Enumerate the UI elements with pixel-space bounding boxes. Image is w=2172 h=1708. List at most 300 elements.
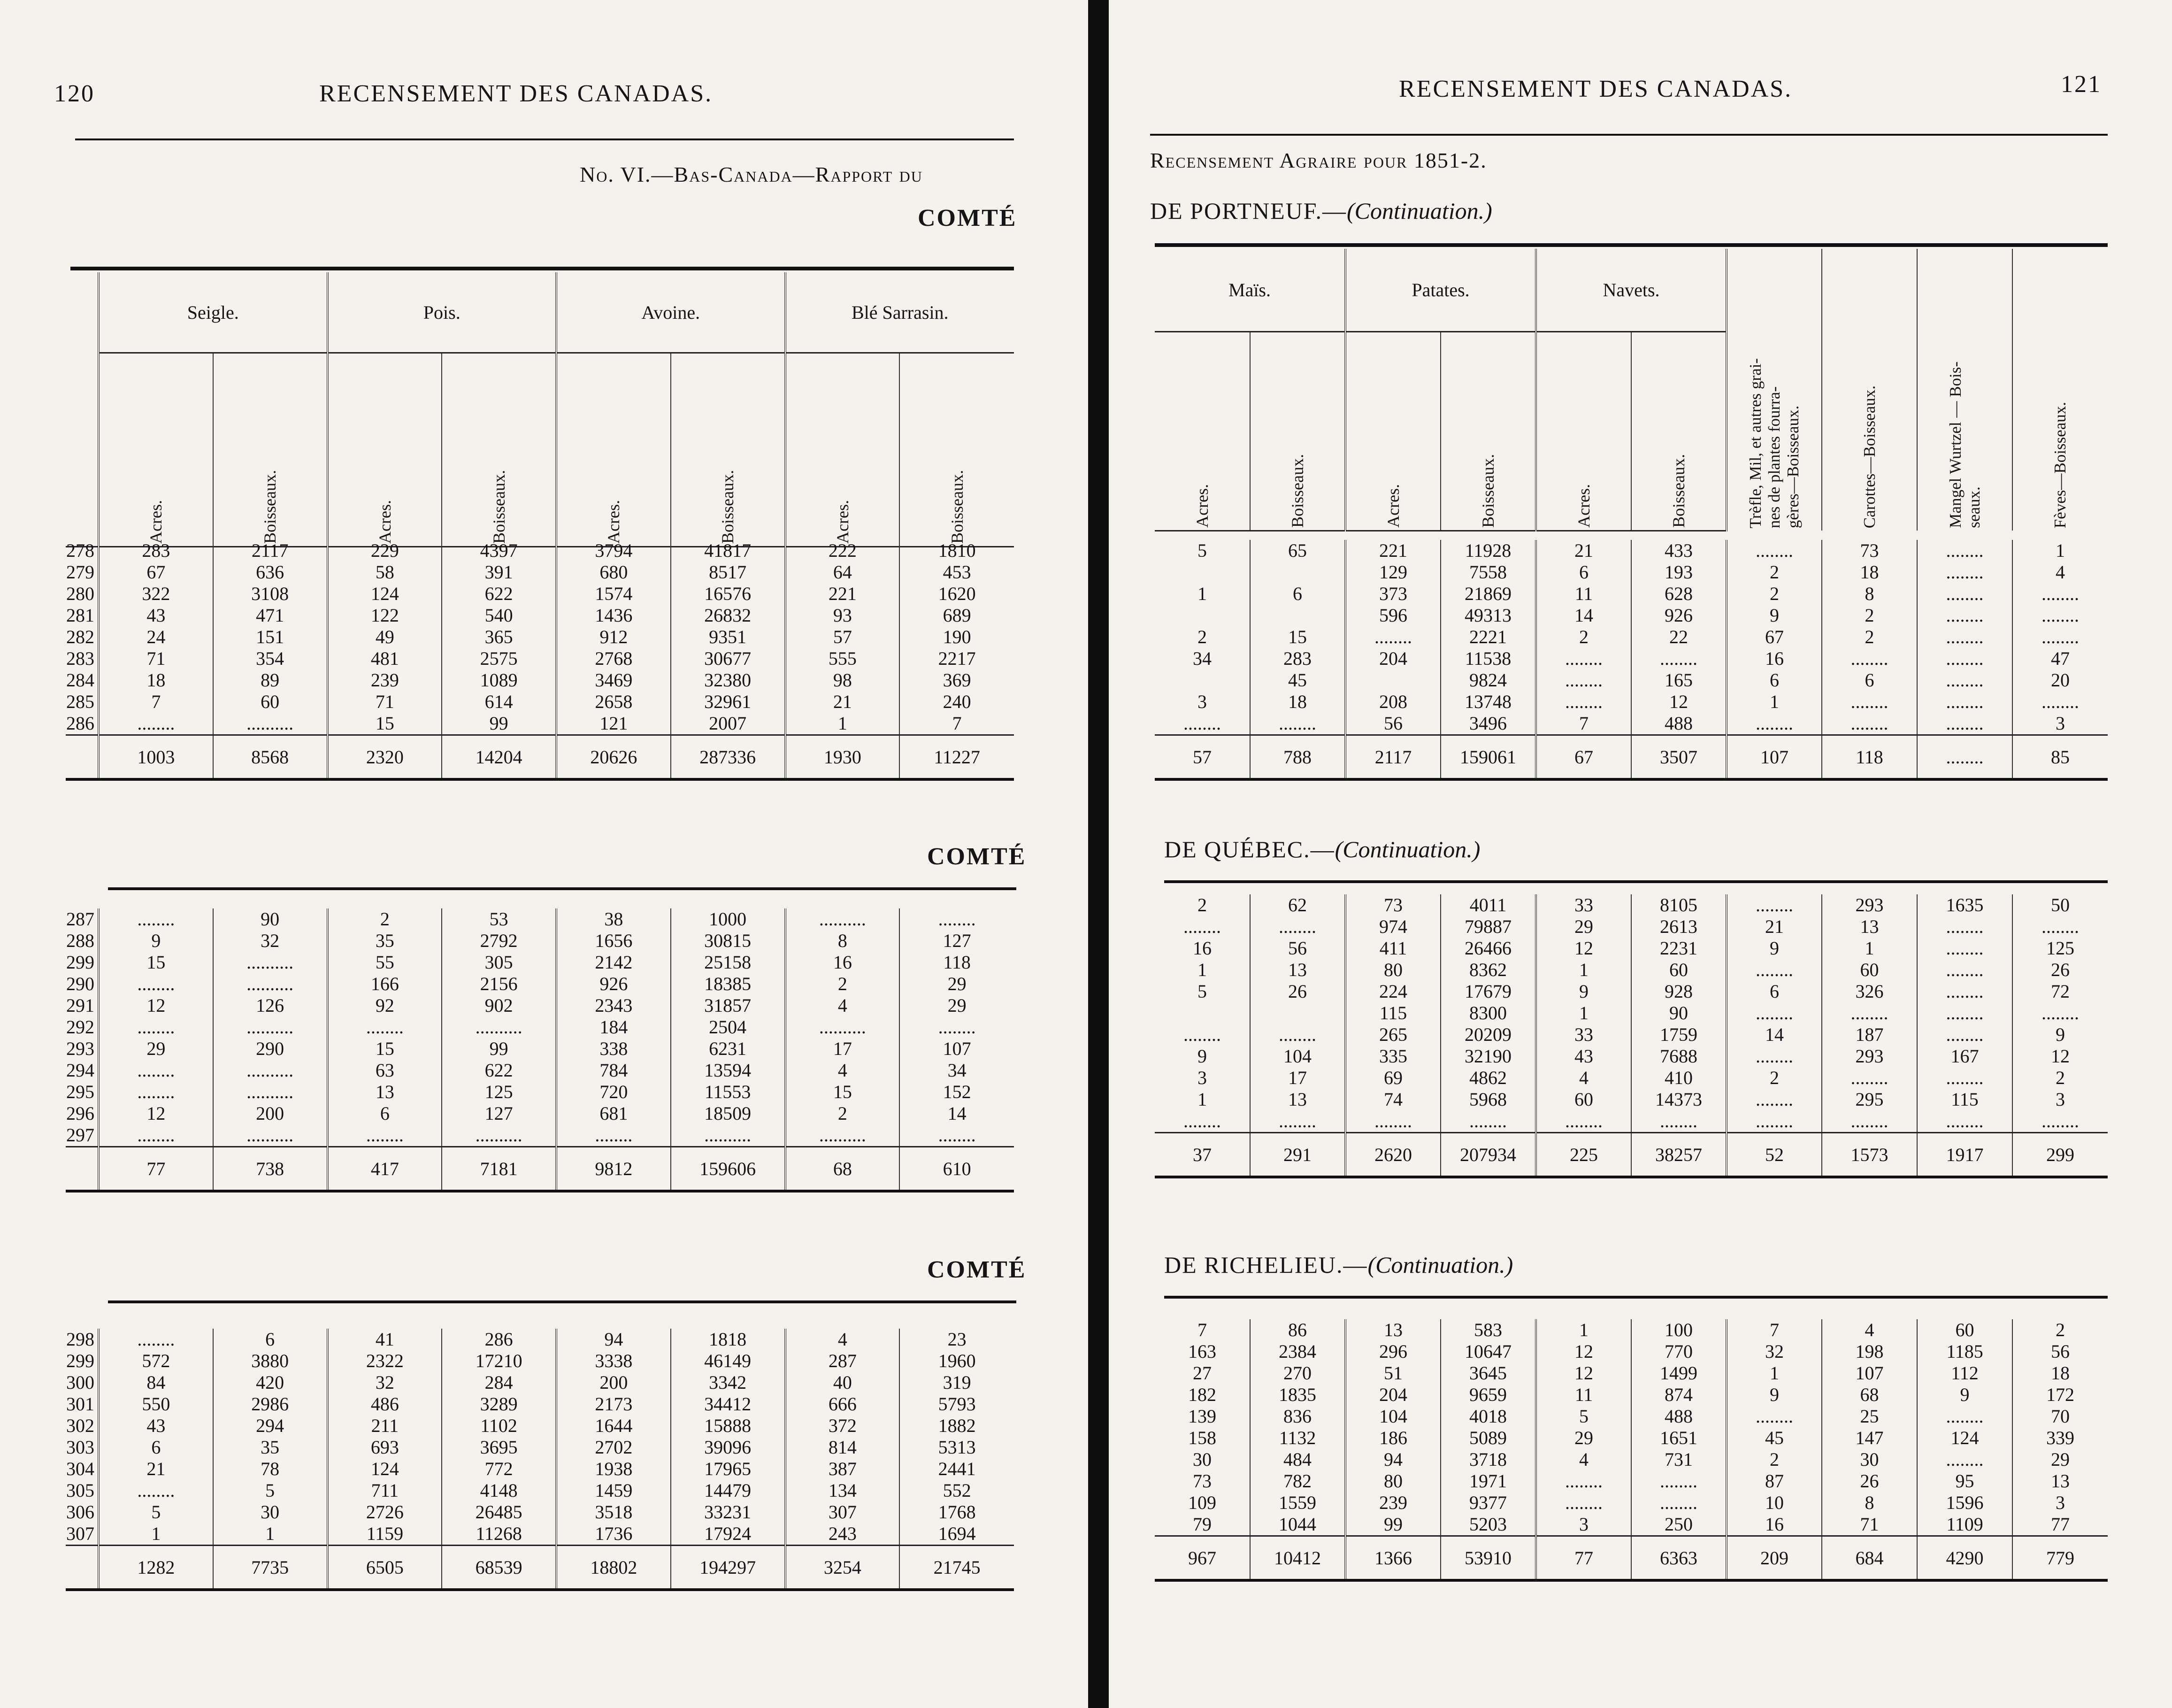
table-cell: 11553 (671, 1081, 785, 1103)
section-top-rule (108, 1300, 1016, 1303)
table-cell: 20209 (1441, 1024, 1536, 1046)
table-cell: 12 (1536, 1341, 1631, 1362)
table-cell: 18 (1822, 562, 1917, 583)
table-cell: 550 (99, 1393, 213, 1415)
table-cell: 17210 (442, 1350, 556, 1372)
table-cell (1155, 605, 1250, 626)
table-cell: 1185 (1917, 1341, 2012, 1362)
table-cell: 56 (1250, 938, 1345, 959)
table-cell: 26 (2012, 959, 2108, 981)
table-cell: 12 (1631, 691, 1727, 713)
table-cell: 124 (328, 583, 442, 605)
table-cell: 16576 (671, 583, 785, 605)
total-cell: 118 (1822, 735, 1917, 780)
table-cell: 93 (785, 605, 900, 626)
table-cell: 283 (1250, 648, 1345, 669)
table-cell: 1 (1197, 959, 1207, 980)
table-cell: 8 (785, 930, 900, 952)
table-cell: 1596 (1917, 1492, 2012, 1514)
table-cell: 2231 (1631, 938, 1727, 959)
table-cell: 125 (442, 1081, 556, 1103)
table-cell: 1694 (899, 1523, 1014, 1546)
table-cell: 8105 (1631, 894, 1727, 916)
table-row (1155, 1110, 2108, 1133)
table-row (66, 562, 1014, 583)
table-cell: ........ (2012, 583, 2108, 605)
table-cell: 222 (785, 540, 900, 562)
total-cell: 159061 (1441, 735, 1536, 780)
total-cell: 2320 (328, 735, 442, 780)
table-row (66, 1103, 1014, 1124)
col-mangel-wurtzel: Mangel Wurtzel — Bois- seaux. (1917, 249, 2012, 531)
totals-row (66, 1147, 1014, 1192)
table-cell: 13748 (1441, 691, 1536, 713)
county-table (1155, 1319, 2108, 1582)
table-cell: 62 (1250, 894, 1345, 916)
table-cell: ........ (2012, 1002, 2108, 1024)
table-cell: .......... (785, 908, 900, 930)
table-cell: 89 (213, 669, 328, 691)
group-navets: Navets. (1536, 249, 1727, 331)
table-cell: 186 (1345, 1427, 1441, 1449)
table-cell: 34 (1193, 648, 1212, 669)
table-row (66, 1038, 1014, 1060)
table-row (66, 1329, 1014, 1350)
table-cell: 1768 (899, 1501, 1014, 1523)
table-cell: 2 (785, 973, 900, 995)
table-cell: 874 (1631, 1384, 1727, 1406)
table-cell: 6 (99, 1437, 213, 1458)
table-cell: 56 (1345, 713, 1441, 735)
table-cell: 2613 (1631, 916, 1727, 938)
table-cell: 2117 (213, 540, 328, 562)
table-cell: 9 (1197, 1046, 1207, 1067)
table-cell: ........ (1917, 1406, 2012, 1427)
table-cell: ........ (1441, 1110, 1536, 1133)
table-cell: 147 (1822, 1427, 1917, 1449)
table-cell: 2 (785, 1103, 900, 1124)
table-cell: 335 (1345, 1046, 1441, 1067)
table-cell: ........ (1250, 713, 1345, 735)
table-cell: 486 (328, 1393, 442, 1415)
table-row (66, 1350, 1014, 1372)
table-cell: 32380 (671, 669, 785, 691)
table-cell: 200 (213, 1103, 328, 1124)
row-number: 300 (66, 1372, 94, 1393)
table-cell: 90 (1631, 1002, 1727, 1024)
table-cell: 4148 (442, 1480, 556, 1501)
table-cell: 926 (1631, 605, 1727, 626)
total-cell: 6505 (328, 1546, 442, 1590)
table-cell: ........ (328, 1016, 442, 1038)
table-cell: 200 (556, 1372, 671, 1393)
table-cell: 1109 (1917, 1514, 2012, 1536)
table-cell: 1 (99, 1523, 213, 1546)
table-cell: 30677 (671, 648, 785, 669)
table-cell: ........ (99, 1081, 213, 1103)
table-cell: ........ (1917, 648, 2012, 669)
table-cell: 2792 (442, 930, 556, 952)
table-row (1155, 981, 2108, 1002)
table-cell: 2726 (328, 1501, 442, 1523)
table-cell: 26485 (442, 1501, 556, 1523)
table-row (66, 952, 1014, 973)
table-row (1155, 605, 2108, 626)
table-row (1155, 540, 2108, 562)
table-cell (1250, 605, 1345, 626)
table-top-rule (70, 267, 1014, 270)
table-cell: 411 (1345, 938, 1441, 959)
table-cell: 9 (1727, 938, 1822, 959)
table-cell: 67 (99, 562, 213, 583)
table-cell: 13 (1822, 916, 1917, 938)
table-cell: 79 (1193, 1514, 1212, 1535)
total-cell: 57 (1155, 735, 1250, 780)
total-cell: 21745 (899, 1546, 1014, 1590)
subcol-header: Acres. (99, 353, 213, 547)
table-cell: 680 (556, 562, 671, 583)
table-cell: 9 (1536, 981, 1631, 1002)
table-cell: 60 (1536, 1089, 1631, 1110)
total-cell: 1282 (99, 1546, 213, 1590)
table-cell: 2768 (556, 648, 671, 669)
table-cell: 7 (1197, 1319, 1207, 1340)
table-cell: ........ (99, 1016, 213, 1038)
table-cell: 2221 (1441, 626, 1536, 648)
table-cell: ........ (1631, 1492, 1727, 1514)
total-cell: 52 (1727, 1133, 1822, 1177)
section-title: DE RICHELIEU.—(Continuation.) (1164, 1252, 1513, 1278)
table-cell: ........ (1917, 938, 2012, 959)
total-cell: 107 (1727, 735, 1822, 780)
table-cell: 2575 (442, 648, 556, 669)
table-row (66, 605, 1014, 626)
table-cell: 4 (1536, 1067, 1631, 1089)
table-cell: ........ (1727, 1406, 1822, 1427)
table-row (1155, 894, 2108, 916)
table-cell: 17965 (671, 1458, 785, 1480)
table-row (66, 1124, 1014, 1147)
table-cell: ........ (1917, 669, 2012, 691)
table-cell: ........ (1536, 648, 1631, 669)
table-cell: 55 (328, 952, 442, 973)
table-cell: 2504 (671, 1016, 785, 1038)
table-cell: 3 (2012, 1492, 2108, 1514)
table-cell: ........ (99, 1329, 213, 1350)
row-number: 295 (66, 1081, 94, 1102)
table-cell: 6 (1727, 669, 1822, 691)
table-cell: 1 (1536, 959, 1631, 981)
row-number: 299 (66, 1350, 94, 1371)
table-cell: ........ (1822, 691, 1917, 713)
total-cell: 6363 (1631, 1536, 1727, 1581)
table-cell (1345, 669, 1441, 691)
table-cell: 1132 (1250, 1427, 1345, 1449)
table-cell: 902 (442, 995, 556, 1016)
table-cell: 1736 (556, 1523, 671, 1546)
left-page-number: 120 (54, 80, 95, 107)
table-cell: 4 (785, 995, 900, 1016)
table-row (66, 626, 1014, 648)
total-cell: 3507 (1631, 735, 1727, 780)
table-cell: 25158 (671, 952, 785, 973)
table-cell: 1044 (1250, 1514, 1345, 1536)
table-cell: 29 (899, 973, 1014, 995)
row-number: 303 (66, 1437, 94, 1458)
table-cell: 5 (213, 1480, 328, 1501)
table-cell: 98 (785, 669, 900, 691)
table-cell: ........ (1727, 1089, 1822, 1110)
table-cell: 1835 (1250, 1384, 1345, 1406)
table-cell: 53 (442, 908, 556, 930)
table-cell: 307 (785, 1501, 900, 1523)
table-cell: ........ (1917, 562, 2012, 583)
table-cell: .......... (442, 1016, 556, 1038)
table-cell: 45 (1727, 1427, 1822, 1449)
table-cell: 240 (899, 691, 1014, 713)
total-cell: 2620 (1345, 1133, 1441, 1177)
table-cell: 16 (1193, 938, 1212, 959)
table-cell: 1 (1536, 1002, 1631, 1024)
table-row (66, 1523, 1014, 1546)
table-cell: 10647 (1441, 1341, 1536, 1362)
subcol-header: Acres. (1345, 331, 1441, 531)
table-cell: ........ (99, 1124, 213, 1147)
table-row (1155, 959, 2108, 981)
county-table (1155, 540, 2108, 781)
table-cell: 928 (1631, 981, 1727, 1002)
table-cell: 484 (1250, 1449, 1345, 1470)
table-cell: 74 (1345, 1089, 1441, 1110)
table-cell: ........ (1727, 1002, 1822, 1024)
row-number: 305 (66, 1480, 94, 1501)
table-cell: 13594 (671, 1060, 785, 1081)
table-cell: 211 (328, 1415, 442, 1437)
table-cell: ........ (1345, 626, 1441, 648)
table-cell: 3342 (671, 1372, 785, 1393)
table-cell: 165 (1631, 669, 1727, 691)
table-row (66, 1016, 1014, 1038)
right-page (1117, 0, 2172, 1708)
table-cell: 41817 (671, 540, 785, 562)
total-cell: 207934 (1441, 1133, 1536, 1177)
total-cell: 7735 (213, 1546, 328, 1590)
total-cell: 4290 (1917, 1536, 2012, 1581)
table-cell: ........ (1727, 713, 1822, 735)
table-cell: 2343 (556, 995, 671, 1016)
subcol-header: Boisseaux. (1441, 331, 1536, 531)
table-cell: 3518 (556, 1501, 671, 1523)
row-number: 287 (66, 908, 94, 930)
table-cell: 5 (1197, 981, 1207, 1002)
table-cell: 40 (785, 1372, 900, 1393)
table-cell: 14 (1536, 605, 1631, 626)
table-cell: ........ (1183, 916, 1221, 937)
table-cell: ........ (1917, 1110, 2012, 1133)
table-cell: 99 (442, 1038, 556, 1060)
table-cell: 63 (328, 1060, 442, 1081)
header-rule-right (1150, 134, 2108, 136)
totals-row (1155, 1133, 2108, 1177)
table-cell: 13 (1345, 1319, 1441, 1341)
table-cell: ........ (1917, 691, 2012, 713)
table-cell: 118 (899, 952, 1014, 973)
table-cell: 319 (899, 1372, 1014, 1393)
table-cell: 115 (1345, 1002, 1441, 1024)
table-cell: 208 (1345, 691, 1441, 713)
table-cell: 4 (1536, 1449, 1631, 1470)
table-cell: 190 (899, 626, 1014, 648)
subcol-header: Boisseaux. (1250, 331, 1345, 531)
table-cell: 6 (1727, 981, 1822, 1002)
table-cell: 95 (1917, 1470, 2012, 1492)
table-cell: 294 (213, 1415, 328, 1437)
table-cell: ........ (1536, 1492, 1631, 1514)
table-cell: ........ (1536, 669, 1631, 691)
table-cell: 1 (1536, 1319, 1631, 1341)
table-cell: 784 (556, 1060, 671, 1081)
table-cell: 100 (1631, 1319, 1727, 1341)
table-cell: 13 (2012, 1470, 2108, 1492)
table-cell: 471 (213, 605, 328, 626)
table-cell: 13 (1250, 1089, 1345, 1110)
table-cell: 9 (99, 930, 213, 952)
table-cell: 731 (1631, 1449, 1727, 1470)
table-cell: 1559 (1250, 1492, 1345, 1514)
table-cell: ........ (899, 908, 1014, 930)
table-cell: 16 (1727, 648, 1822, 669)
table-cell: 73 (1822, 540, 1917, 562)
group-mais: Maïs. (1155, 249, 1345, 331)
table-cell: 9659 (1441, 1384, 1536, 1406)
table-cell: 73 (1193, 1470, 1212, 1492)
section-top-rule (1164, 880, 2108, 883)
total-cell: 85 (2012, 735, 2108, 780)
table-cell: 2 (2012, 1067, 2108, 1089)
table-cell: 30 (213, 1501, 328, 1523)
table-cell: .......... (442, 1124, 556, 1147)
total-cell: 417 (328, 1147, 442, 1192)
table-cell: 4 (785, 1060, 900, 1081)
total-cell: 159606 (671, 1147, 785, 1192)
table-cell: 283 (99, 540, 213, 562)
table-cell: ........ (2012, 605, 2108, 626)
table-cell: ........ (1917, 605, 2012, 626)
table-cell: 5968 (1441, 1089, 1536, 1110)
row-number: 283 (66, 648, 94, 669)
table-cell: 5 (1197, 540, 1207, 561)
table-cell: 1459 (556, 1480, 671, 1501)
table-cell: 265 (1345, 1024, 1441, 1046)
table-cell: 11 (1536, 583, 1631, 605)
table-row (1155, 1492, 2108, 1514)
table-row (66, 973, 1014, 995)
total-cell: 8568 (213, 735, 328, 780)
table-row (66, 1415, 1014, 1437)
table-cell: 3496 (1441, 713, 1536, 735)
table-cell: 365 (442, 626, 556, 648)
table-cell: 58 (328, 562, 442, 583)
left-running-head: RECENSEMENT DES CANADAS. (319, 80, 713, 107)
group-avoine: Avoine. (556, 272, 785, 353)
table-cell: 20 (2012, 669, 2108, 691)
comte-table (66, 540, 1014, 781)
table-cell: 70 (2012, 1406, 2108, 1427)
section-title-portneuf: DE PORTNEUF.—(Continuation.) (1150, 198, 1492, 224)
table-row (1155, 1449, 2108, 1470)
total-cell: 194297 (671, 1546, 785, 1590)
table-cell: 1 (1822, 938, 1917, 959)
table-cell: 60 (1822, 959, 1917, 981)
table-cell: 127 (442, 1103, 556, 1124)
table-cell: 5793 (899, 1393, 1014, 1415)
table-row (1155, 1319, 2108, 1341)
total-cell: 14204 (442, 735, 556, 780)
table-cell: 35 (213, 1437, 328, 1458)
table-cell: 2 (1727, 1449, 1822, 1470)
table-cell: 8362 (1441, 959, 1536, 981)
table-cell: ........ (1822, 713, 1917, 735)
table-cell: 540 (442, 605, 556, 626)
table-row (66, 1081, 1014, 1103)
table-cell: 693 (328, 1437, 442, 1458)
table-cell: 124 (1917, 1427, 2012, 1449)
table-cell: ........ (1917, 916, 2012, 938)
table-cell: 2173 (556, 1393, 671, 1415)
table-cell: 2217 (899, 648, 1014, 669)
table-cell: 99 (442, 713, 556, 735)
table-cell: 293 (1822, 1046, 1917, 1067)
table-cell: 152 (899, 1081, 1014, 1103)
table-cell: ........ (1822, 648, 1917, 669)
table-cell: 86 (1250, 1319, 1345, 1341)
table-cell: 21 (1536, 540, 1631, 562)
table-cell: 12 (99, 1103, 213, 1124)
table-cell: 239 (328, 669, 442, 691)
table-cell: 3289 (442, 1393, 556, 1415)
table-cell: 11268 (442, 1523, 556, 1546)
group-pois: Pois. (328, 272, 557, 353)
table-cell: 287 (785, 1350, 900, 1372)
table-cell: 17 (1250, 1067, 1345, 1089)
table-cell: ........ (1536, 691, 1631, 713)
table-cell: 770 (1631, 1341, 1727, 1362)
table-cell: 25 (1822, 1406, 1917, 1427)
total-cell: 225 (1536, 1133, 1631, 1177)
table-cell: 92 (328, 995, 442, 1016)
total-cell: 967 (1155, 1536, 1250, 1581)
table-cell: 104 (1345, 1406, 1441, 1427)
table-cell: 151 (213, 626, 328, 648)
table-cell: 296 (1345, 1341, 1441, 1362)
left-column-headers (66, 272, 1014, 547)
total-cell: 18802 (556, 1546, 671, 1590)
totals-row (1155, 735, 2108, 780)
table-cell: 43 (99, 1415, 213, 1437)
table-cell: 126 (213, 995, 328, 1016)
table-cell: ........ (1183, 1110, 1221, 1131)
table-cell: 1971 (1441, 1470, 1536, 1492)
table-row (1155, 1514, 2108, 1536)
table-cell: 158 (1188, 1427, 1216, 1448)
table-cell: 17 (785, 1038, 900, 1060)
table-cell: 622 (442, 583, 556, 605)
table-row (66, 1437, 1014, 1458)
table-cell: 167 (1917, 1046, 2012, 1067)
table-cell: 16 (785, 952, 900, 973)
total-cell: 37 (1155, 1133, 1250, 1177)
total-cell: 209 (1727, 1536, 1822, 1581)
